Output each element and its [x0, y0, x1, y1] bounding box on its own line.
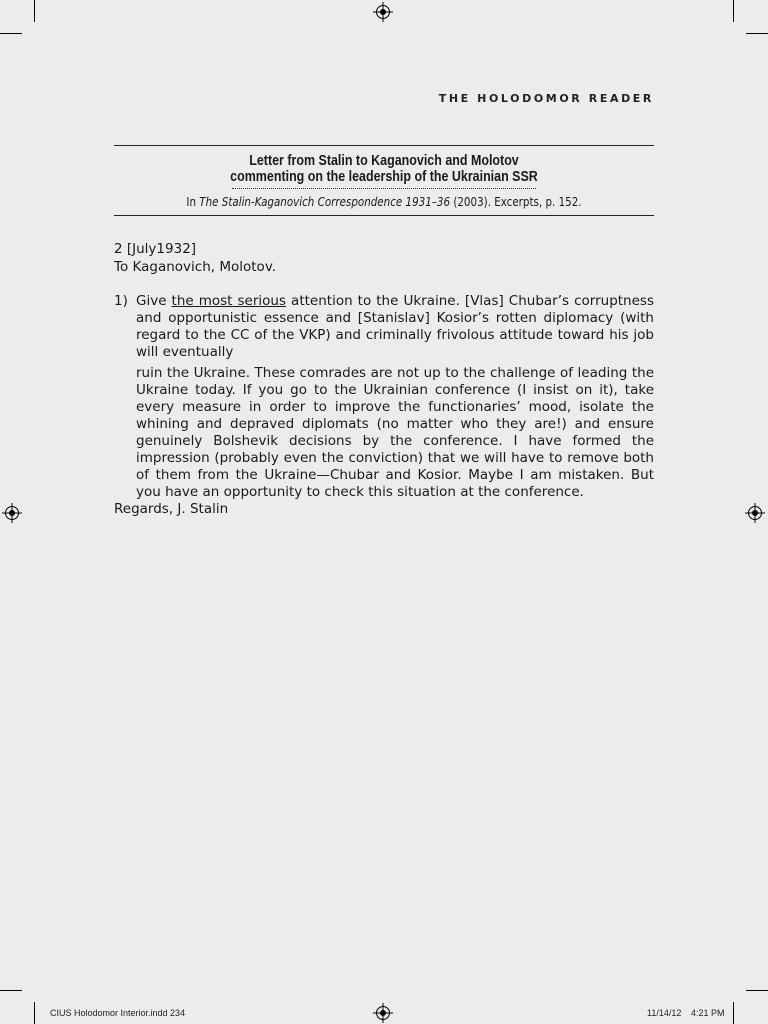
item-lead: Give — [136, 293, 172, 309]
item-text-part-2: ruin the Ukraine. These comrades are not up to the challenge of leading the Ukraine today. If you go to the Ukrainian conference (I insist on it), take every measure in order to improve the functionaries’ mood, isolate the whining and depraved diplomats (no matter who they are!) and ensure genuinely Bolshevik decisions by the conference. I have formed the impression (probably even the conviction) that we will have to remove both of them from the Ukraine—Chubar and Kosior. Maybe I am mistaken. But you have an opportunity to check this situation at the conference. — [136, 365, 654, 500]
item-text-part-1 — [136, 293, 654, 361]
running-head: THE HOLODOMOR READER — [438, 92, 654, 105]
heading-line-2: commenting on the leadership of the Ukrainian SSR — [230, 169, 538, 185]
item-paragraph — [136, 293, 654, 501]
source-prefix: In — [186, 195, 200, 209]
footer-date: 11/14/12 — [647, 1008, 682, 1018]
letter-date: 2 [July1932] — [114, 241, 197, 257]
footer-time: 4:21 PM — [691, 1008, 725, 1018]
crop-mark — [746, 990, 768, 991]
item-number: 1) — [114, 293, 128, 309]
crop-mark — [0, 990, 22, 991]
crop-mark — [746, 33, 768, 34]
item-part-1: attention to the Ukraine. [Vlas] Chubar’s corruptness and opportunistic essence and [Stanislav] Kosior’s rotten diplomacy (with regard to the CC of the VKP) and criminally frivolous attitude toward his job will eventually — [136, 293, 654, 360]
letter-addressee: To Kaganovich, Molotov. — [114, 259, 277, 275]
top-rule — [114, 145, 654, 146]
footer-file: CIUS Holodomor Interior.indd 234 — [50, 1008, 186, 1018]
source-citation — [152, 195, 616, 209]
heading-line-1: Letter from Stalin to Kaganovich and Molotov — [249, 153, 519, 169]
source-work-title: The Stalin-Kaganovich Correspondence 1931–36 — [199, 195, 451, 209]
crop-mark — [733, 0, 734, 22]
crop-mark — [733, 1002, 734, 1024]
crop-mark — [34, 1002, 35, 1024]
letter-closing: Regards, J. Stalin — [114, 501, 229, 517]
registration-mark-icon — [373, 2, 393, 22]
registration-mark-icon — [745, 503, 765, 523]
crop-mark — [0, 33, 22, 34]
crop-mark — [34, 0, 35, 22]
dotted-divider — [232, 188, 536, 189]
source-suffix: (2003). Excerpts, p. 152. — [450, 195, 582, 209]
registration-mark-icon — [2, 503, 22, 523]
registration-mark-icon — [373, 1003, 393, 1023]
item-emphasis: the most serious — [171, 293, 287, 309]
bottom-rule — [114, 215, 654, 216]
